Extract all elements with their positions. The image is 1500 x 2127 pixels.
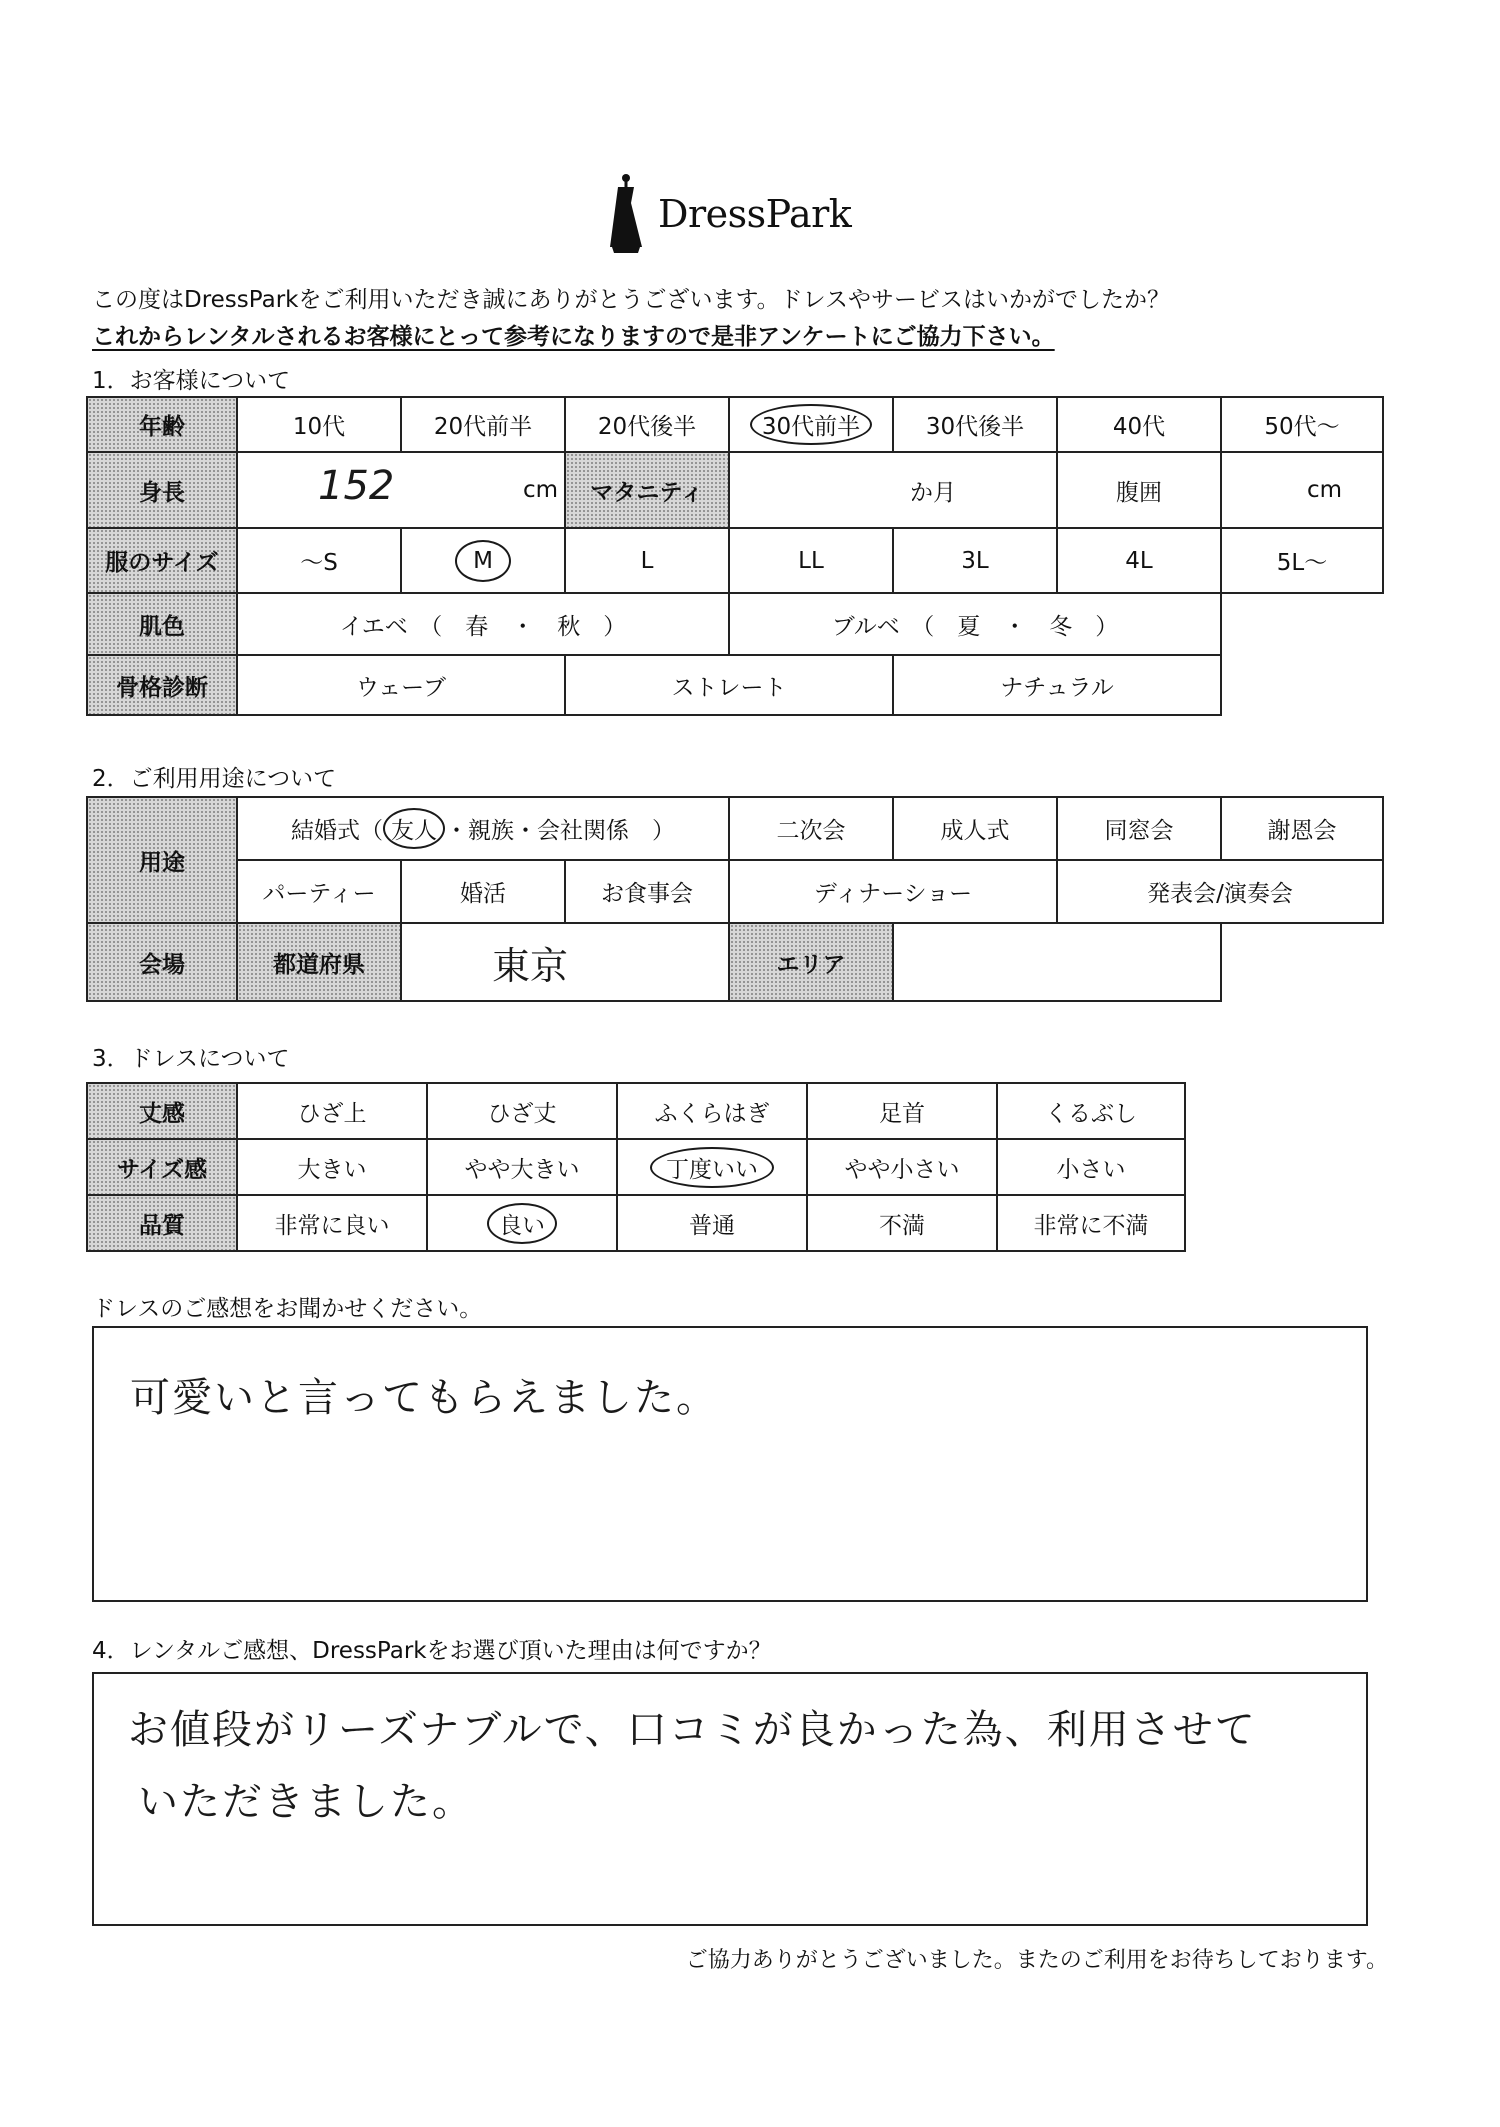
fit-option[interactable]: 小さい	[997, 1139, 1185, 1195]
size-label: 服のサイズ	[87, 528, 237, 593]
skin-blue[interactable]: ブルベ （ 夏 ・ 冬 ）	[729, 593, 1221, 655]
frame-option[interactable]: ウェーブ	[237, 655, 565, 715]
customer-table	[86, 396, 1384, 716]
dress-table	[86, 1082, 1186, 1252]
size-option[interactable]: ～S	[237, 528, 401, 593]
waist-label: 腹囲	[1057, 452, 1221, 528]
area-field[interactable]	[893, 923, 1221, 1001]
length-option[interactable]: 足首	[807, 1083, 997, 1139]
selected-circle: 丁度いい	[650, 1147, 774, 1188]
venue-row	[87, 923, 1383, 1001]
age-option-selected[interactable]	[729, 397, 893, 452]
skin-row	[87, 593, 1383, 655]
wedding-suffix: ・親族・会社関係 ）	[445, 818, 676, 844]
size-row	[87, 528, 1383, 593]
prefecture-label: 都道府県	[237, 923, 401, 1001]
size-option[interactable]: 5L～	[1221, 528, 1383, 593]
purpose-wedding[interactable]	[237, 797, 729, 860]
footer-thanks: ご協力ありがとうございました。またのご利用をお待ちしております。	[685, 1948, 1388, 1973]
section-3-title: 3．ドレスについて	[92, 1046, 290, 1072]
impressions-box[interactable]	[92, 1326, 1368, 1602]
purpose-table	[86, 796, 1384, 1002]
purpose-option[interactable]: 婚活	[401, 860, 565, 923]
selected-circle: 良い	[487, 1203, 557, 1244]
quality-row	[87, 1195, 1185, 1251]
wedding-prefix: 結婚式（	[291, 818, 384, 844]
size-option[interactable]: 4L	[1057, 528, 1221, 593]
maternity-label: マタニティ	[565, 452, 729, 528]
length-option[interactable]: くるぶし	[997, 1083, 1185, 1139]
age-option[interactable]: 20代後半	[565, 397, 729, 452]
selected-circle: 30代前半	[750, 404, 872, 445]
fit-option[interactable]: やや大きい	[427, 1139, 617, 1195]
purpose-option[interactable]: お食事会	[565, 860, 729, 923]
dresspark-logo	[608, 168, 851, 260]
age-row	[87, 397, 1383, 452]
frame-option[interactable]: ナチュラル	[893, 655, 1221, 715]
quality-label: 品質	[87, 1195, 237, 1251]
purpose-option[interactable]: 謝恩会	[1221, 797, 1383, 860]
reason-box[interactable]	[92, 1672, 1368, 1926]
height-label: 身長	[87, 452, 237, 528]
length-option[interactable]: ひざ丈	[427, 1083, 617, 1139]
skin-label: 肌色	[87, 593, 237, 655]
purpose-option[interactable]: 同窓会	[1057, 797, 1221, 860]
age-option[interactable]: 10代	[237, 397, 401, 452]
prefecture-value: 東京	[492, 943, 569, 988]
selected-circle: 友人	[383, 808, 445, 849]
quality-option[interactable]: 非常に不満	[997, 1195, 1185, 1251]
area-label: エリア	[729, 923, 893, 1001]
quality-option[interactable]: 普通	[617, 1195, 807, 1251]
size-option[interactable]: LL	[729, 528, 893, 593]
length-option[interactable]: ふくらはぎ	[617, 1083, 807, 1139]
purpose-option[interactable]: ディナーショー	[729, 860, 1057, 923]
fit-row	[87, 1139, 1185, 1195]
fit-option-selected[interactable]	[617, 1139, 807, 1195]
age-option[interactable]: 50代～	[1221, 397, 1383, 452]
length-label: 丈感	[87, 1083, 237, 1139]
height-field[interactable]	[237, 452, 565, 528]
waist-field[interactable]	[1221, 452, 1383, 528]
maternity-unit: か月	[910, 479, 956, 506]
purpose-label: 用途	[87, 797, 237, 923]
size-option[interactable]: L	[565, 528, 729, 593]
age-option[interactable]: 40代	[1057, 397, 1221, 452]
section-2-title: 2．ご利用用途について	[92, 766, 337, 792]
section-4-title: 4．レンタルご感想、DressParkをお選び頂いた理由は何ですか？	[92, 1638, 772, 1664]
reason-answer-line-1: お値段がリーズナブルで、口コミが良かった為、利用させて	[128, 1707, 1257, 1753]
fit-label: サイズ感	[87, 1139, 237, 1195]
maternity-field[interactable]	[729, 452, 1057, 528]
fit-option[interactable]: やや小さい	[807, 1139, 997, 1195]
purpose-option[interactable]: 成人式	[893, 797, 1057, 860]
fit-option[interactable]: 大きい	[237, 1139, 427, 1195]
quality-option-selected[interactable]	[427, 1195, 617, 1251]
frame-option[interactable]: ストレート	[565, 655, 893, 715]
frame-label: 骨格診断	[87, 655, 237, 715]
skin-yellow[interactable]: イエベ （ 春 ・ 秋 ）	[237, 593, 729, 655]
logo-text: DressPark	[658, 192, 852, 236]
prefecture-field[interactable]	[401, 923, 729, 1001]
dress-icon	[608, 173, 644, 255]
selected-circle: M	[455, 540, 511, 582]
purpose-option[interactable]: 発表会/演奏会	[1057, 860, 1383, 923]
height-row	[87, 452, 1383, 528]
purpose-option[interactable]: 二次会	[729, 797, 893, 860]
length-row	[87, 1083, 1185, 1139]
intro-line-2: これからレンタルされるお客様にとって参考になりますので是非アンケートにご協力下さい。	[92, 324, 1055, 350]
quality-option[interactable]: 非常に良い	[237, 1195, 427, 1251]
age-label: 年齢	[87, 397, 237, 452]
purpose-option[interactable]: パーティー	[237, 860, 401, 923]
impressions-title: ドレスのご感想をお聞かせください。	[92, 1296, 483, 1322]
waist-unit: cm	[1306, 477, 1342, 503]
length-option[interactable]: ひざ上	[237, 1083, 427, 1139]
quality-option[interactable]: 不満	[807, 1195, 997, 1251]
size-option[interactable]: 3L	[893, 528, 1057, 593]
frame-row	[87, 655, 1383, 715]
height-value: 152	[318, 463, 395, 509]
age-option[interactable]: 20代前半	[401, 397, 565, 452]
purpose-row-1	[87, 797, 1383, 860]
purpose-row-2	[87, 860, 1383, 923]
impressions-answer: 可愛いと言ってもらえました。	[130, 1375, 718, 1421]
venue-label: 会場	[87, 923, 237, 1001]
intro-line-1: この度はDressParkをご利用いただき誠にありがとうございます。ドレスやサービスはいかがでしたか？	[92, 287, 1170, 313]
height-unit: cm	[522, 477, 558, 503]
age-option[interactable]: 30代後半	[893, 397, 1057, 452]
size-option-selected[interactable]	[401, 528, 565, 593]
section-1-title: 1．お客様について	[92, 368, 291, 394]
reason-answer-line-2: いただきました。	[138, 1779, 474, 1825]
